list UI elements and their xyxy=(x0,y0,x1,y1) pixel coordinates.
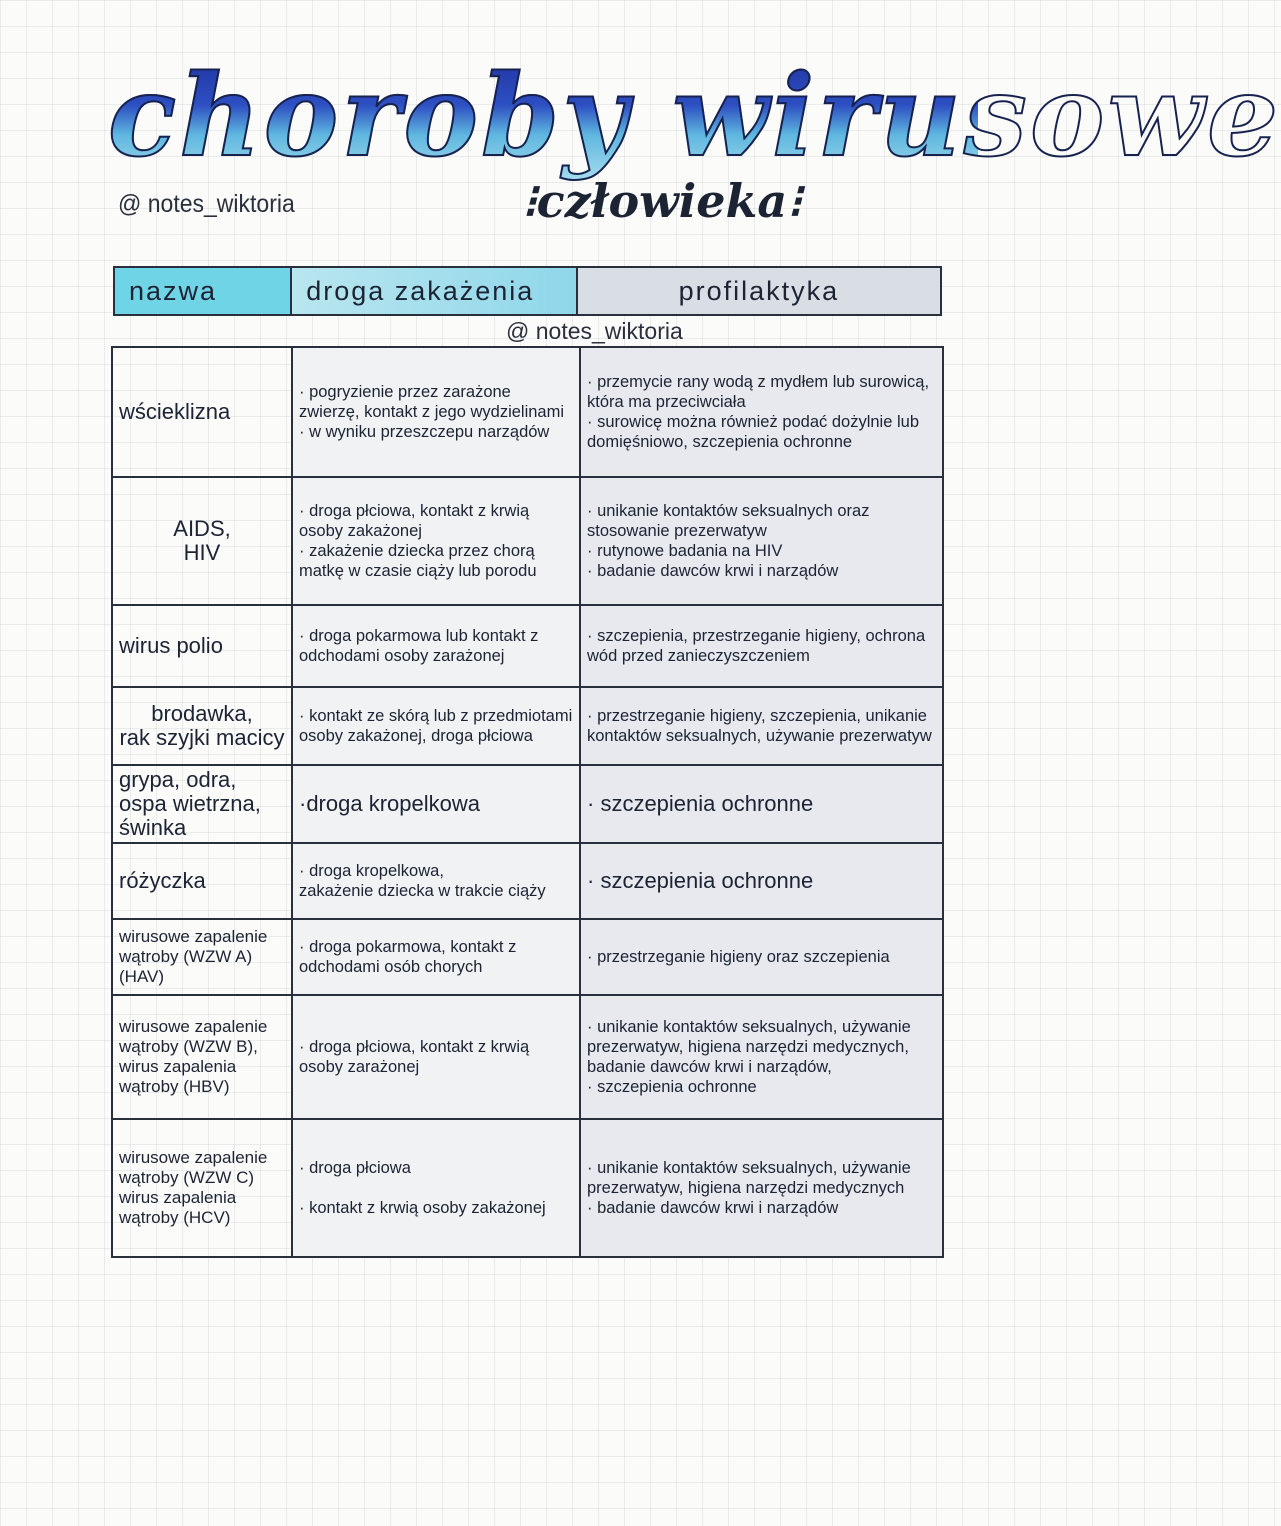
disease-name: grypa, odra, ospa wietrzna, świnka xyxy=(112,765,292,843)
table-row xyxy=(112,765,943,843)
prevention: · unikanie kontaktów seksualnych, używanie prezerwatyw, higiena narzędzi medycznych, badanie dawców krwi i narządów, · szczepienia ochronne xyxy=(580,995,943,1119)
table-row xyxy=(112,995,943,1119)
infection-route: · droga płciowa · kontakt z krwią osoby zakażonej xyxy=(292,1119,580,1257)
header-route: droga zakażenia xyxy=(292,268,578,314)
prevention: · szczepienia, przestrzeganie higieny, ochrona wód przed zanieczyszczeniem xyxy=(580,605,943,687)
header-prevention: profilaktyka xyxy=(578,268,940,314)
page-title: choroby wirusowe xyxy=(108,42,978,192)
prevention: · szczepienia ochronne xyxy=(580,765,943,843)
prevention: · przestrzeganie higieny oraz szczepienia xyxy=(580,919,943,995)
prevention: · unikanie kontaktów seksualnych oraz stosowanie prezerwatyw · rutynowe badania na HIV · badanie dawców krwi i narządów xyxy=(580,477,943,605)
infection-route: · droga pokarmowa lub kontakt z odchodami osoby zarażonej xyxy=(292,605,580,687)
table-row xyxy=(112,919,943,995)
disease-name: wirusowe zapalenie wątroby (WZW C) wirus zapalenia wątroby (HCV) xyxy=(112,1119,292,1257)
table-row xyxy=(112,1119,943,1257)
disease-name: wścieklizna xyxy=(112,347,292,477)
infection-route: ·droga kropelkowa xyxy=(292,765,580,843)
prevention: · unikanie kontaktów seksualnych, używanie prezerwatyw, higiena narzędzi medycznych · badanie dawców krwi i narządów xyxy=(580,1119,943,1257)
table-row xyxy=(112,477,943,605)
disease-name: AIDS, HIV xyxy=(112,477,292,605)
diseases-table xyxy=(111,346,944,1258)
table-row xyxy=(112,347,943,477)
disease-name: brodawka, rak szyjki macicy xyxy=(112,687,292,765)
table-row xyxy=(112,605,943,687)
disease-name: wirus polio xyxy=(112,605,292,687)
header-name: nazwa xyxy=(115,268,292,314)
disease-name: wirusowe zapalenie wątroby (WZW A) (HAV) xyxy=(112,919,292,995)
page-subtitle: ⁝człowieka⁝ xyxy=(522,174,802,228)
author-watermark: @ notes_wiktoria xyxy=(118,190,295,218)
prevention: · przestrzeganie higieny, szczepienia, unikanie kontaktów seksualnych, używanie prezerwatyw xyxy=(580,687,943,765)
infection-route: · kontakt ze skórą lub z przedmiotami osoby zakażonej, droga płciowa xyxy=(292,687,580,765)
table-row xyxy=(112,843,943,919)
disease-name: wirusowe zapalenie wątroby (WZW B), wirus zapalenia wątroby (HBV) xyxy=(112,995,292,1119)
author-watermark-table: @ notes_wiktoria xyxy=(506,318,683,344)
prevention: · przemycie rany wodą z mydłem lub surowicą, która ma przeciwciała · surowicę można również podać dożylnie lub domięśniowo, szczepienia ochronne xyxy=(580,347,943,477)
table-row xyxy=(112,687,943,765)
infection-route: · droga kropelkowa, zakażenie dziecka w trakcie ciąży xyxy=(292,843,580,919)
disease-name: różyczka xyxy=(112,843,292,919)
prevention: · szczepienia ochronne xyxy=(580,843,943,919)
infection-route: · pogryzienie przez zarażone zwierzę, kontakt z jego wydzielinami · w wyniku przeszczepu narządów xyxy=(292,347,580,477)
table-header xyxy=(113,266,942,316)
infection-route: · droga płciowa, kontakt z krwią osoby zakażonej · zakażenie dziecka przez chorą matkę w czasie ciąży lub porodu xyxy=(292,477,580,605)
infection-route: · droga płciowa, kontakt z krwią osoby zarażonej xyxy=(292,995,580,1119)
infection-route: · droga pokarmowa, kontakt z odchodami osób chorych xyxy=(292,919,580,995)
